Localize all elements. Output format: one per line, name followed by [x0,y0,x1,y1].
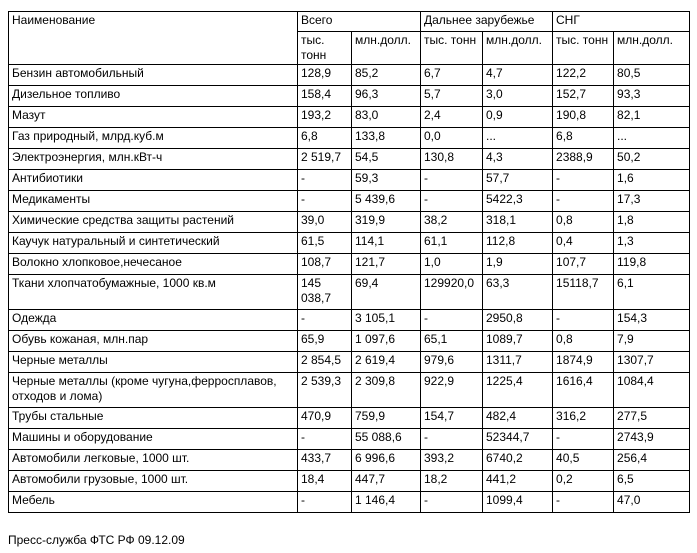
source-caption: Пресс-служба ФТС РФ 09.12.09 [8,533,185,547]
table-cell: 0,4 [553,233,614,254]
table-row [9,254,690,275]
table-cell: 0,8 [553,331,614,352]
table-cell: - [421,310,483,331]
row-label: Медикаменты [9,191,298,212]
table-cell: 1089,7 [483,331,553,352]
table-cell: 47,0 [614,492,690,513]
table-row [9,471,690,492]
table-cell: 112,8 [483,233,553,254]
table-cell: 1084,4 [614,373,690,408]
header-unit: тыс. тонн [298,32,352,65]
table-cell: 318,1 [483,212,553,233]
table-cell: 119,8 [614,254,690,275]
table-cell: 158,4 [298,86,352,107]
table-cell: 1874,9 [553,352,614,373]
table-cell: 1,8 [614,212,690,233]
table-cell: 85,2 [352,65,421,86]
table-cell: 152,7 [553,86,614,107]
table-cell: - [298,429,352,450]
table-cell: 3,0 [483,86,553,107]
table-row [9,128,690,149]
table-row [9,373,690,408]
table-cell: 1,3 [614,233,690,254]
table-row [9,450,690,471]
row-label: Антибиотики [9,170,298,191]
table-cell: 1099,4 [483,492,553,513]
table-cell: - [421,191,483,212]
table-cell: 0,8 [553,212,614,233]
table-cell: - [421,429,483,450]
table-cell: 17,3 [614,191,690,212]
table-cell: 63,3 [483,275,553,310]
table-cell: 6,8 [553,128,614,149]
table-row [9,331,690,352]
table-cell: 3 105,1 [352,310,421,331]
table-cell: - [298,191,352,212]
header-row-groups [9,12,690,32]
row-label: Автомобили грузовые, 1000 шт. [9,471,298,492]
table-cell: 6,5 [614,471,690,492]
table-cell: 130,8 [421,149,483,170]
table-cell: 39,0 [298,212,352,233]
table-cell: 61,1 [421,233,483,254]
table-cell: 1,6 [614,170,690,191]
row-label: Ткани хлопчатобумажные, 1000 кв.м [9,275,298,310]
table-row [9,233,690,254]
table-cell: 6 996,6 [352,450,421,471]
table-cell: 80,5 [614,65,690,86]
table-cell: 482,4 [483,408,553,429]
table-cell: 108,7 [298,254,352,275]
table-cell: 193,2 [298,107,352,128]
table-row [9,492,690,513]
table-row [9,408,690,429]
row-label: Машины и оборудование [9,429,298,450]
table-cell: 1307,7 [614,352,690,373]
table-cell: 38,2 [421,212,483,233]
table-cell: 128,9 [298,65,352,86]
table-cell: 5 439,6 [352,191,421,212]
table-cell: 1,9 [483,254,553,275]
row-label: Химические средства защиты растений [9,212,298,233]
table-cell: 69,4 [352,275,421,310]
table-cell: 447,7 [352,471,421,492]
table-cell: 122,2 [553,65,614,86]
table-cell: 15118,7 [553,275,614,310]
table-cell: 18,4 [298,471,352,492]
row-label: Каучук натуральный и синтетический [9,233,298,254]
table-cell: 154,7 [421,408,483,429]
table-cell: 5422,3 [483,191,553,212]
table-cell: 145 038,7 [298,275,352,310]
table-row [9,149,690,170]
table-cell: 2 309,8 [352,373,421,408]
row-label: Черные металлы [9,352,298,373]
table-row [9,86,690,107]
table-cell: 470,9 [298,408,352,429]
table-cell: 759,9 [352,408,421,429]
table-cell: 441,2 [483,471,553,492]
table-cell: 2 854,5 [298,352,352,373]
table-cell: 55 088,6 [352,429,421,450]
row-label: Мебель [9,492,298,513]
table-cell: - [553,170,614,191]
table-cell: 922,9 [421,373,483,408]
table-cell: - [298,492,352,513]
table-cell: 6,8 [298,128,352,149]
row-label: Мазут [9,107,298,128]
table-cell: 319,9 [352,212,421,233]
table-cell: 57,7 [483,170,553,191]
table-cell: - [421,492,483,513]
table-cell: 4,7 [483,65,553,86]
table-cell: 65,9 [298,331,352,352]
table-row [9,170,690,191]
table-cell: - [421,170,483,191]
table-cell: 979,6 [421,352,483,373]
table-cell: - [553,429,614,450]
table-cell: - [298,170,352,191]
table-cell: 114,1 [352,233,421,254]
table-cell: - [553,492,614,513]
table-cell: 1,0 [421,254,483,275]
table-cell: 393,2 [421,450,483,471]
table-row [9,429,690,450]
export-table [8,11,690,513]
table-cell: 96,3 [352,86,421,107]
table-cell: 2,4 [421,107,483,128]
row-label: Автомобили легковые, 1000 шт. [9,450,298,471]
row-label: Дизельное топливо [9,86,298,107]
table-cell: 50,2 [614,149,690,170]
header-group-cis: СНГ [553,12,690,32]
table-row [9,65,690,86]
row-label: Черные металлы (кроме чугуна,ферросплавов, отходов и лома) [9,373,298,408]
table-cell: 1 146,4 [352,492,421,513]
table-cell: 190,8 [553,107,614,128]
table-cell: 4,3 [483,149,553,170]
row-label: Волокно хлопковое,нечесаное [9,254,298,275]
header-unit: млн.долл. [483,32,553,65]
header-unit: млн.долл. [614,32,690,65]
header-group-far-abroad: Дальнее зарубежье [421,12,553,32]
header-name: Наименование [9,12,298,65]
table-cell: 121,7 [352,254,421,275]
table-cell: 61,5 [298,233,352,254]
table-cell: 1 097,6 [352,331,421,352]
table-cell: 18,2 [421,471,483,492]
table-cell: 1225,4 [483,373,553,408]
table-cell: 7,9 [614,331,690,352]
table-cell: 107,7 [553,254,614,275]
header-unit: тыс. тонн [553,32,614,65]
table-cell: 1616,4 [553,373,614,408]
row-label: Электроэнергия, млн.кВт-ч [9,149,298,170]
table-cell: 6,1 [614,275,690,310]
table-cell: 65,1 [421,331,483,352]
header-unit: тыс. тонн [421,32,483,65]
table-cell: 0,9 [483,107,553,128]
table-cell: 2 619,4 [352,352,421,373]
table-cell: 133,8 [352,128,421,149]
table-row [9,310,690,331]
table-cell: - [553,191,614,212]
table-cell: 154,3 [614,310,690,331]
table-cell: 59,3 [352,170,421,191]
row-label: Бензин автомобильный [9,65,298,86]
table-row [9,191,690,212]
table-row [9,352,690,373]
table-cell: 2 519,7 [298,149,352,170]
table-cell: 2743,9 [614,429,690,450]
header-unit: млн.долл. [352,32,421,65]
table-cell: 54,5 [352,149,421,170]
table-cell: - [298,310,352,331]
table-cell: 82,1 [614,107,690,128]
table-body [9,12,690,513]
table-cell: 0,0 [421,128,483,149]
table-cell: 5,7 [421,86,483,107]
table-row [9,275,690,310]
row-label: Газ природный, млрд.куб.м [9,128,298,149]
table-row [9,212,690,233]
table-cell: 277,5 [614,408,690,429]
table-cell: 83,0 [352,107,421,128]
table-cell: 316,2 [553,408,614,429]
table-cell: 6740,2 [483,450,553,471]
table-cell: 52344,7 [483,429,553,450]
table-cell: ... [483,128,553,149]
table-cell: 129920,0 [421,275,483,310]
table-cell: 2388,9 [553,149,614,170]
table-cell: - [553,310,614,331]
header-group-total: Всего [298,12,421,32]
table-cell: 1311,7 [483,352,553,373]
table-cell: 6,7 [421,65,483,86]
table-cell: 93,3 [614,86,690,107]
table-row [9,107,690,128]
table-cell: ... [614,128,690,149]
table-cell: 2950,8 [483,310,553,331]
table-cell: 256,4 [614,450,690,471]
table-cell: 0,2 [553,471,614,492]
row-label: Обувь кожаная, млн.пар [9,331,298,352]
row-label: Трубы стальные [9,408,298,429]
table-cell: 40,5 [553,450,614,471]
table-cell: 2 539,3 [298,373,352,408]
table-cell: 433,7 [298,450,352,471]
row-label: Одежда [9,310,298,331]
